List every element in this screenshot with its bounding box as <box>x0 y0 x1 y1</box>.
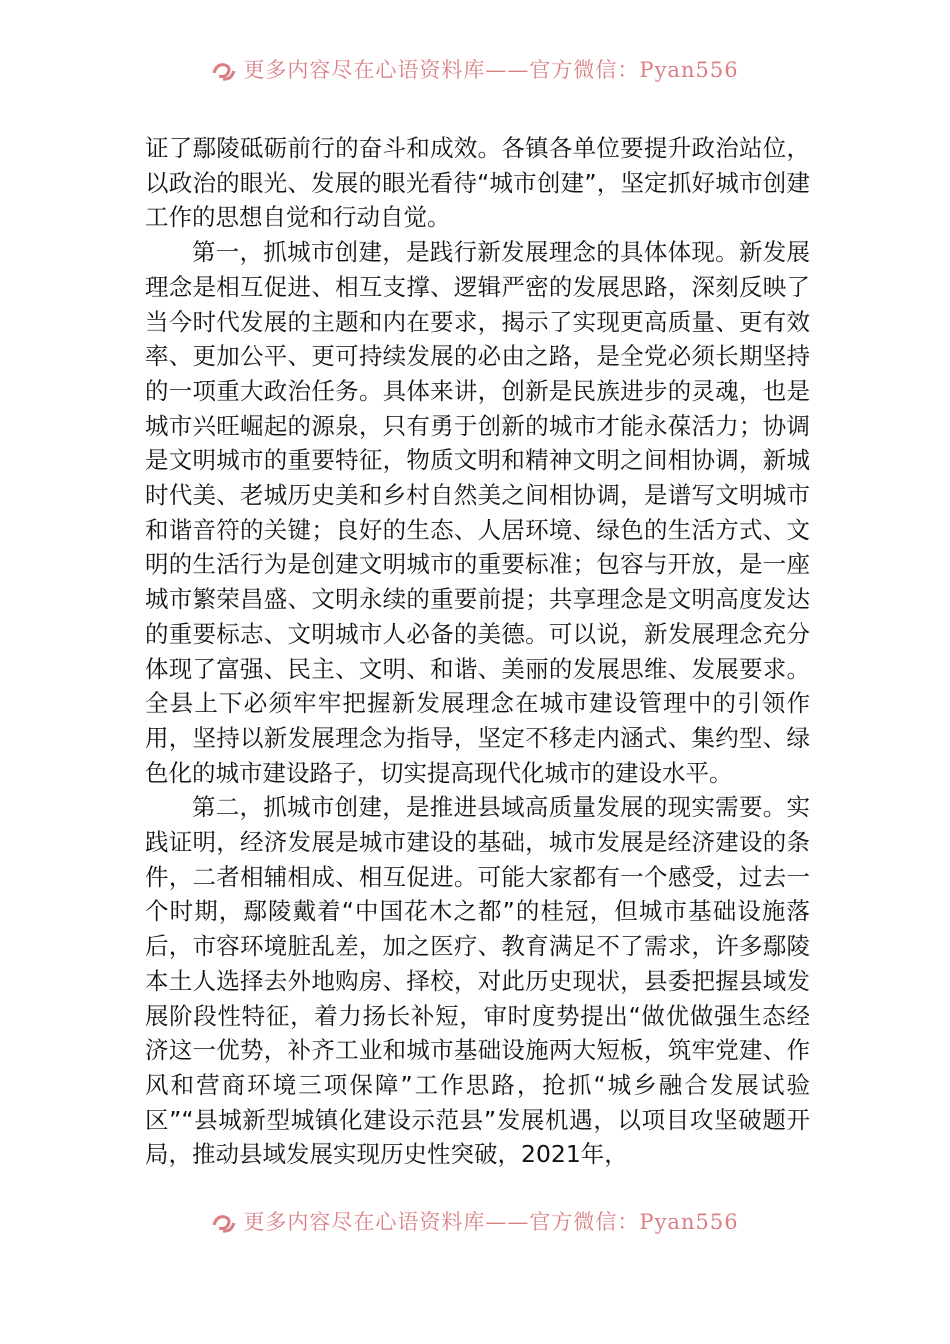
watermark-header <box>0 58 950 82</box>
paragraph-continuation: 证了鄢陵砥砺前行的奋斗和成效。各镇各单位要提升政治站位，以政治的眼光、发展的眼光看待“城市创建”，坚定抓好城市创建工作的思想自觉和行动自觉。 <box>145 134 810 232</box>
watermark-text: 更多内容尽在心语资料库——官方微信：Pyan556 <box>243 58 739 82</box>
watermark-footer <box>0 1210 950 1234</box>
paragraph-second-point: 第二，抓城市创建，是推进县域高质量发展的现实需要。实践证明，经济发展是城市建设的基础，城市发展是经济建设的条件，二者相辅相成、相互促进。可能大家都有一个感受，过去一个时期，鄢陵戴着“中国花木之都”的桂冠，但城市基础设施落后，市容环境脏乱差，加之医疗、教育满足不了需求，许多鄢陵本土人选择去外地购房、择校，对此历史现状，县委把握县域发展阶段性特征，着力扬长补短，审时度势提出“做优做强生态经济这一优势，补齐工业和城市基础设施两大短板，筑牢党建、作风和营商环境三项保障”工作思路，抢抓“城乡融合发展试验区”“县城新型城镇化建设示范县”发展机遇，以项目攻坚破题开局，推动县域发展实现历史性突破，2021年， <box>145 793 810 1169</box>
paragraph-first-point: 第一，抓城市创建，是践行新发展理念的具体体现。新发展理念是相互促进、相互支撑、逻辑严密的发展思路，深刻反映了当今时代发展的主题和内在要求，揭示了实现更高质量、更有效率、更加公平、更可持续发展的必由之路，是全党必须长期坚持的一项重大政治任务。具体来讲，创新是民族进步的灵魂，也是城市兴旺崛起的源泉，只有勇于创新的城市才能永葆活力；协调是文明城市的重要特征，物质文明和精神文明之间相协调，新城时代美、老城历史美和乡村自然美之间相协调，是谱写文明城市和谐音符的关键；良好的生态、人居环境、绿色的生活方式、文明的生活行为是创建文明城市的重要标准；包容与开放，是一座城市繁荣昌盛、文明永续的重要前提；共享理念是文明高度发达的重要标志、文明城市人必备的美德。可以说，新发展理念充分体现了富强、民主、文明、和谐、美丽的发展思维、发展要求。全县上下必须牢牢把握新发展理念在城市建设管理中的引领作用，坚持以新发展理念为指导，坚定不移走内涵式、集约型、绿色化的城市建设路子，切实提高现代化城市的建设水平。 <box>145 238 810 787</box>
document-body <box>145 131 810 1172</box>
brand-logo-icon <box>211 1211 237 1233</box>
watermark-text: 更多内容尽在心语资料库——官方微信：Pyan556 <box>243 1210 739 1234</box>
brand-logo-icon <box>211 59 237 81</box>
